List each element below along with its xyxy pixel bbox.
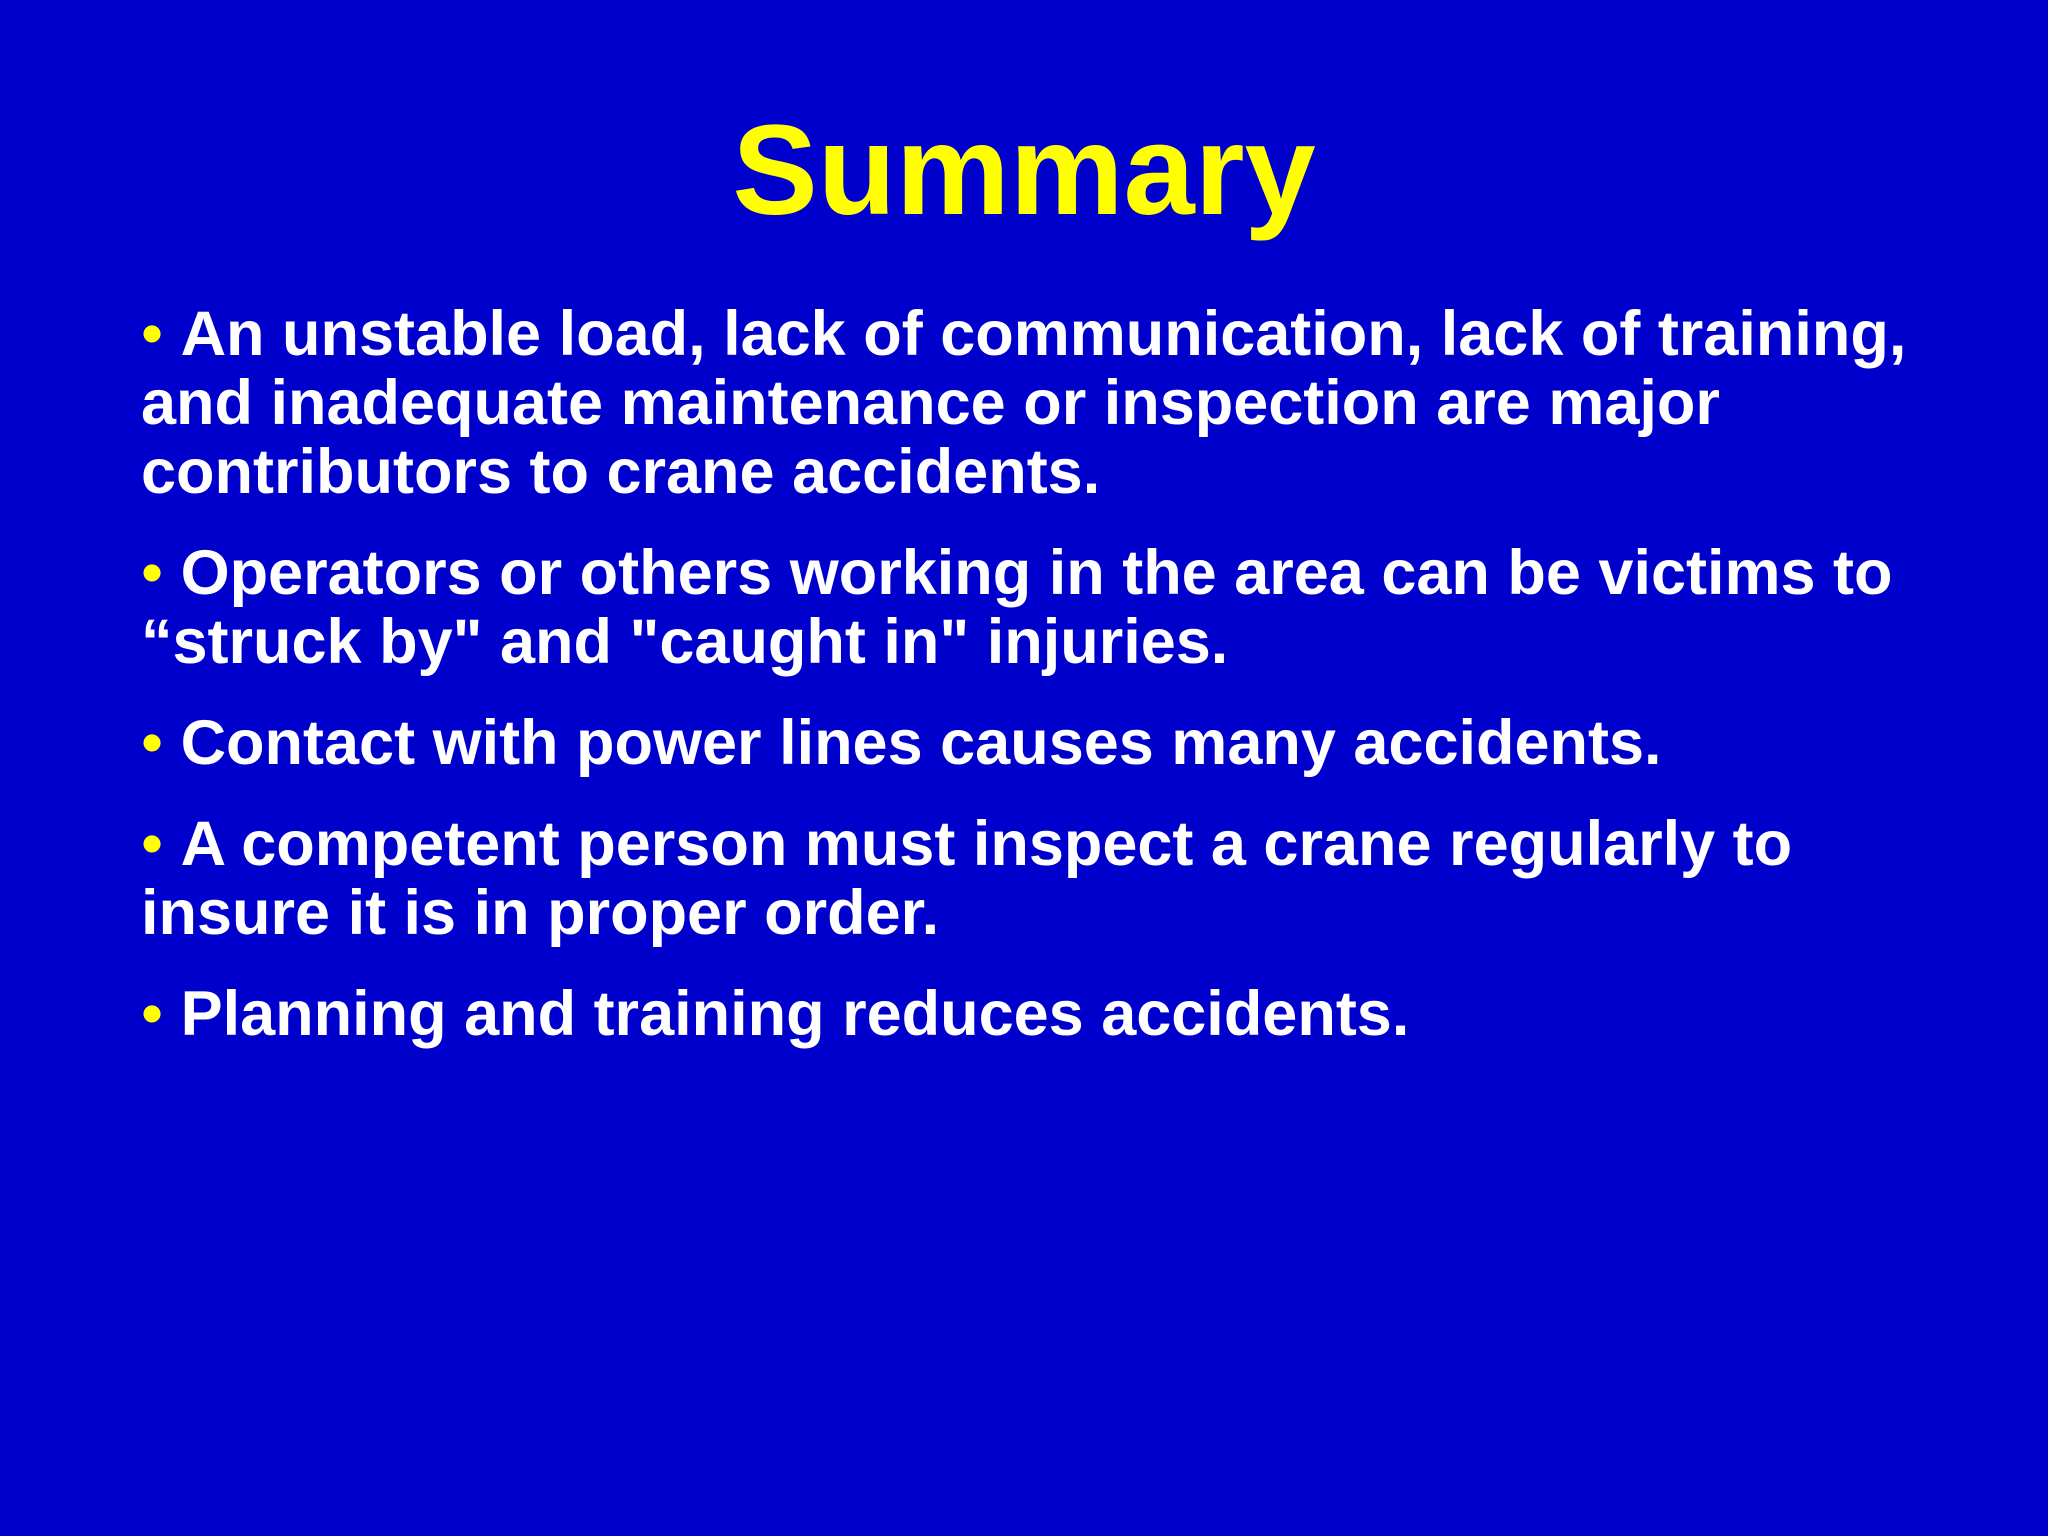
bullet-text: A competent person must inspect a crane regularly to insure it is in proper order.	[141, 809, 1793, 948]
slide-title: Summary	[732, 99, 1316, 242]
bullet-item	[141, 980, 1941, 1049]
bullet-symbol: •	[141, 979, 181, 1049]
bullet-text: An unstable load, lack of communication, lack of training, and inadequate maintenance or inspection are major contributors to crane accidents.	[141, 299, 1907, 507]
bullet-item	[141, 300, 1941, 507]
bullet-item	[141, 539, 1941, 677]
bullet-text: Planning and training reduces accidents.	[180, 979, 1410, 1049]
bullet-item	[141, 709, 1941, 778]
bullet-list	[141, 300, 1941, 1081]
bullet-symbol: •	[141, 538, 181, 608]
bullet-item	[141, 810, 1941, 948]
bullet-text: Operators or others working in the area can be victims to “struck by" and "caught in" injuries.	[141, 538, 1893, 677]
bullet-symbol: •	[141, 809, 181, 879]
bullet-symbol: •	[141, 708, 181, 778]
bullet-symbol: •	[141, 299, 181, 369]
bullet-text: Contact with power lines causes many accidents.	[180, 708, 1662, 778]
